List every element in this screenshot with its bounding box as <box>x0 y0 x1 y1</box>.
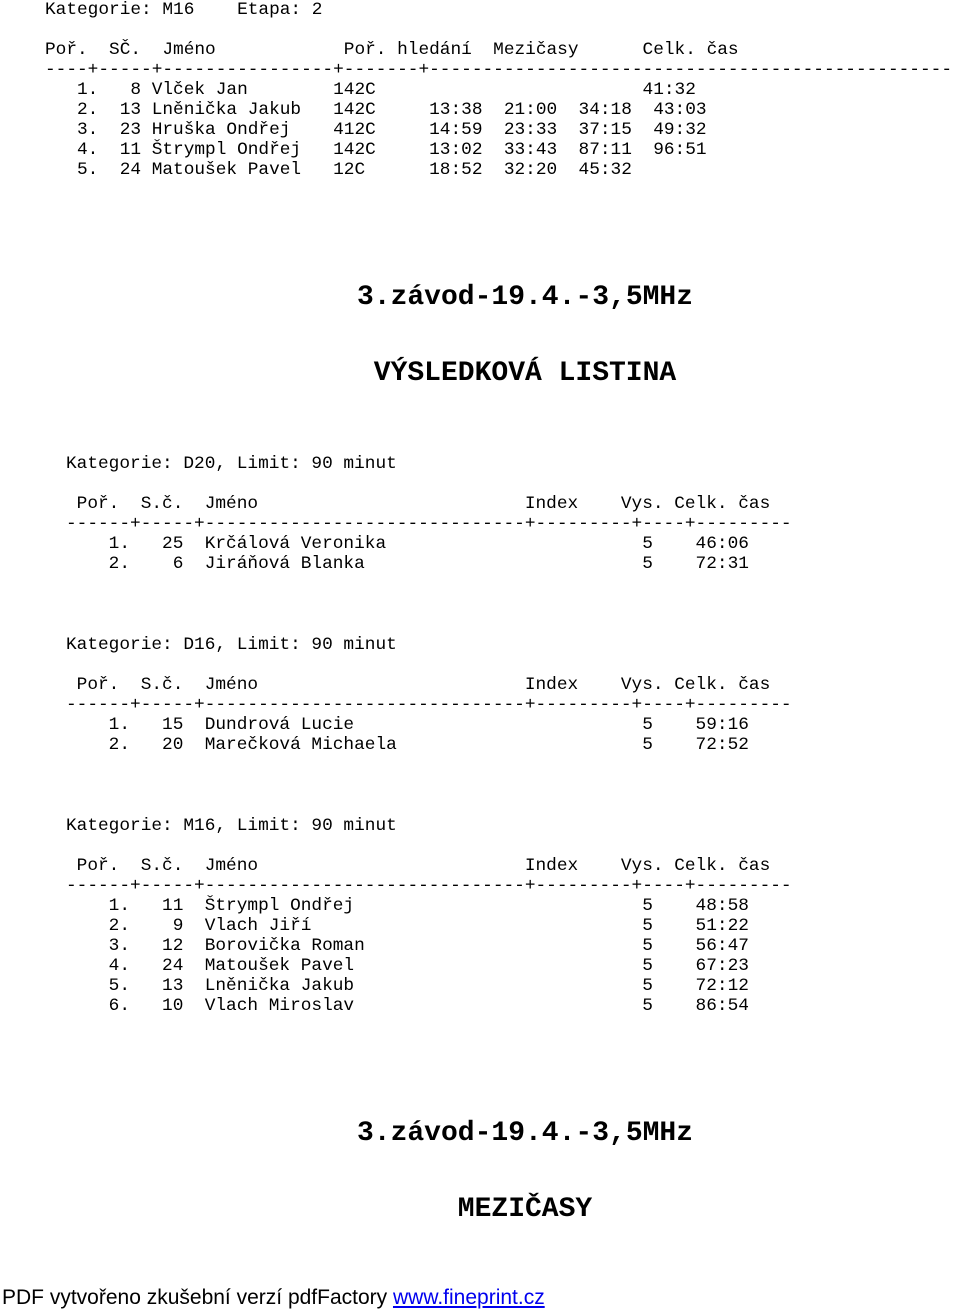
table-row: 4. 11 Štrympl Ondřej 142C 13:02 33:43 87:11 96:51 <box>45 140 707 160</box>
table-separator: ------+-----+------------------------------+---------+----+--------- <box>66 514 792 534</box>
table-row: 1. 11 Štrympl Ondřej 5 48:58 <box>66 896 749 916</box>
results-title: VÝSLEDKOVÁ LISTINA <box>373 358 677 389</box>
category-header: Kategorie: M16, Limit: 90 minut <box>66 816 397 836</box>
table-columns: Poř. S.č. Jméno Index Vys. Celk. čas <box>66 856 771 876</box>
top-splits-table <box>45 0 952 180</box>
footer-link[interactable]: www.fineprint.cz <box>392 1286 545 1309</box>
category-d16 <box>66 635 792 755</box>
category-header: Kategorie: D16, Limit: 90 minut <box>66 635 397 655</box>
table-separator: ----+-----+----------------+-------+------------------------------------------------- <box>45 60 952 80</box>
table-row: 5. 13 Lněnička Jakub 5 72:12 <box>66 976 749 996</box>
table-row: 1. 25 Krčálová Veronika 5 46:06 <box>66 534 749 554</box>
category-header: Kategorie: D20, Limit: 90 minut <box>66 454 397 474</box>
race-title-2: 3.závod-19.4.-3,5MHz <box>356 1118 694 1149</box>
table-row: 4. 24 Matoušek Pavel 5 67:23 <box>66 956 749 976</box>
table-columns: Poř. S.č. Jméno Index Vys. Celk. čas <box>66 675 771 695</box>
race-title: 3.závod-19.4.-3,5MHz <box>356 282 694 313</box>
table-separator: ------+-----+------------------------------+---------+----+--------- <box>66 876 792 896</box>
table-columns: Poř. S.č. Jméno Index Vys. Celk. čas <box>66 494 771 514</box>
spacer <box>45 20 952 40</box>
table-row: 3. 12 Borovička Roman 5 56:47 <box>66 936 749 956</box>
category-m16 <box>66 816 792 1016</box>
pdf-footer <box>2 1285 545 1311</box>
table-separator: ------+-----+------------------------------+---------+----+--------- <box>66 695 792 715</box>
table-row: 1. 15 Dundrová Lucie 5 59:16 <box>66 715 749 735</box>
table-row: 2. 20 Marečková Michaela 5 72:52 <box>66 735 749 755</box>
table-row: 3. 23 Hruška Ondřej 412C 14:59 23:33 37:15 49:32 <box>45 120 707 140</box>
table-row: 2. 6 Jiráňová Blanka 5 72:31 <box>66 554 749 574</box>
table-columns: Poř. SČ. Jméno Poř. hledání Mezičasy Celk. čas <box>45 40 739 60</box>
spacer <box>66 836 792 856</box>
category-header: Kategorie: M16 Etapa: 2 <box>45 0 323 20</box>
category-d20 <box>66 454 792 574</box>
table-row: 5. 24 Matoušek Pavel 12C 18:52 32:20 45:32 <box>45 160 632 180</box>
spacer <box>66 655 792 675</box>
table-row: 1. 8 Vlček Jan 142C 41:32 <box>45 80 696 100</box>
splits-title: MEZIČASY <box>457 1194 593 1225</box>
table-row: 2. 13 Lněnička Jakub 142C 13:38 21:00 34:18 43:03 <box>45 100 707 120</box>
spacer <box>66 474 792 494</box>
table-row: 2. 9 Vlach Jiří 5 51:22 <box>66 916 749 936</box>
footer-text: PDF vytvořeno zkušební verzí pdfFactory <box>2 1286 393 1309</box>
table-row: 6. 10 Vlach Miroslav 5 86:54 <box>66 996 749 1016</box>
